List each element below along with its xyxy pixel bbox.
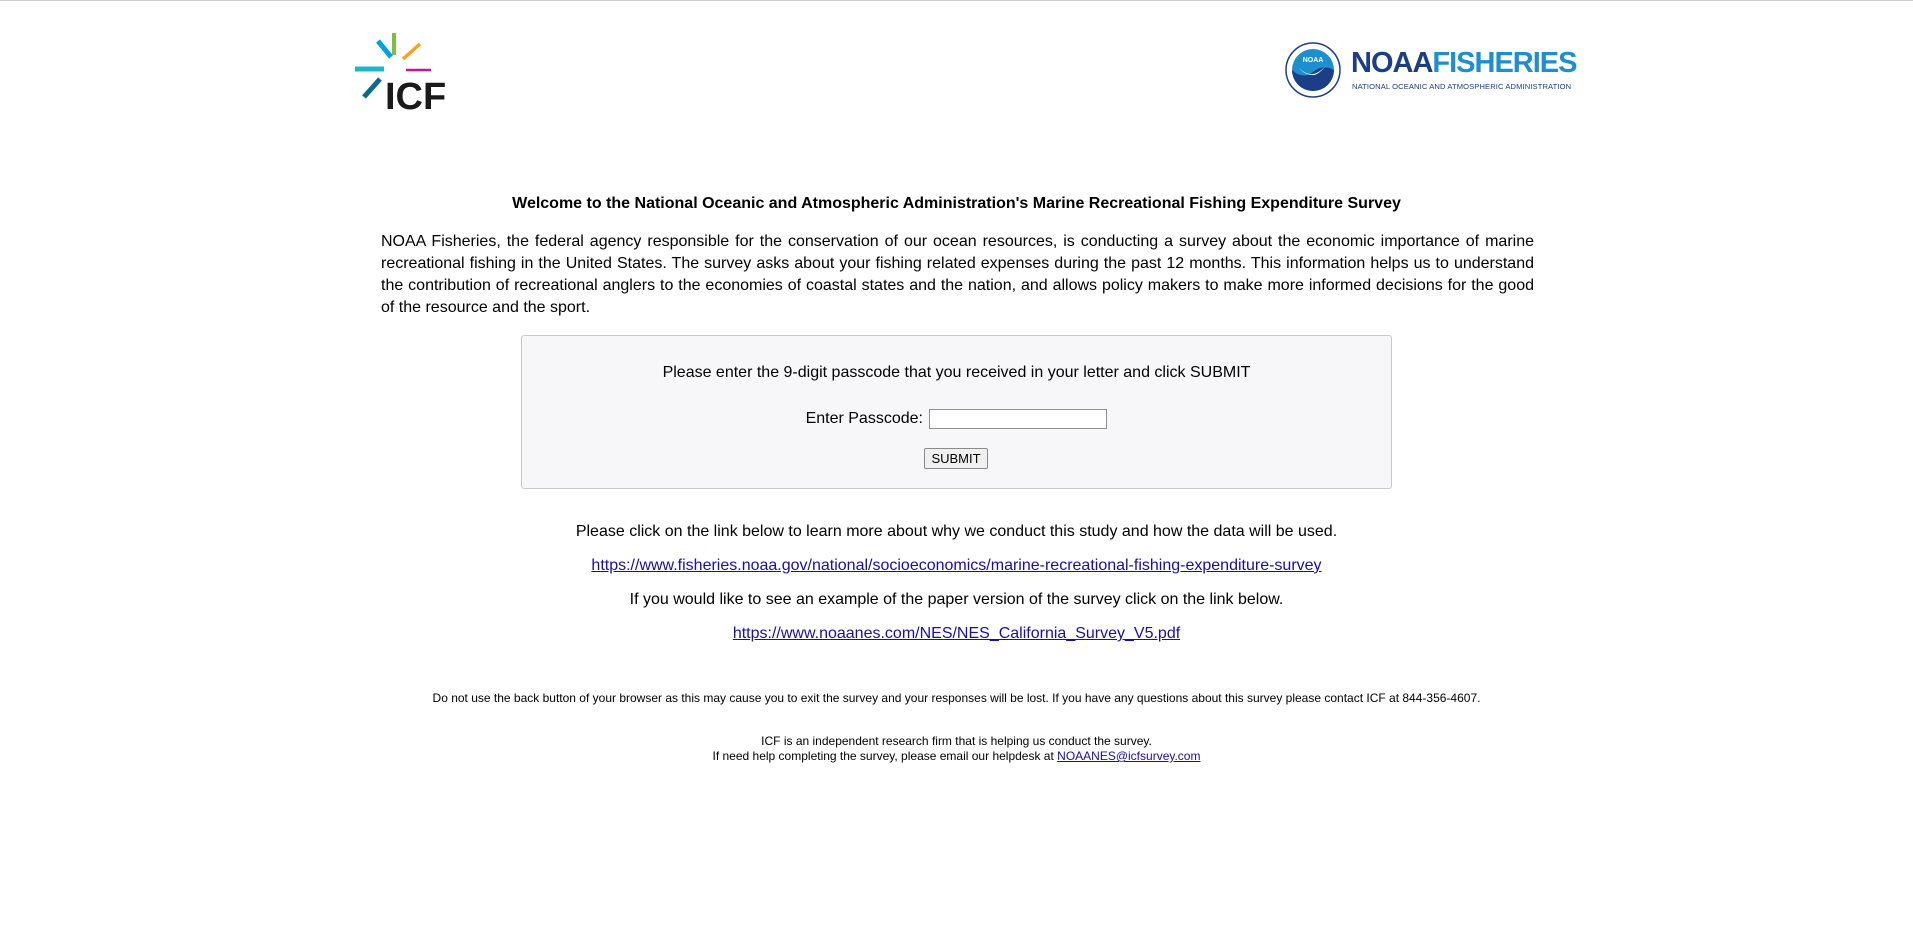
- paper-version-link-row: [0, 624, 1913, 644]
- passcode-row: [522, 409, 1391, 429]
- icf-note: ICF is an independent research firm that is helping us conduct the survey.: [761, 734, 1152, 748]
- helpdesk-line: [0, 749, 1913, 764]
- svg-text:NOAA: NOAA: [1302, 57, 1324, 64]
- paper-version-text: If you would like to see an example of the paper version of the survey click on the link below.: [629, 591, 1284, 608]
- passcode-input[interactable]: [929, 409, 1107, 429]
- welcome-title: Welcome to the National Oceanic and Atmospheric Administration's Marine Recreational Fishing Expenditure Survey: [512, 195, 1401, 212]
- helpdesk-text: If need help completing the survey, please email our helpdesk at: [712, 749, 1058, 763]
- passcode-label: Enter Passcode:: [805, 410, 923, 427]
- noaa-fisheries-logo: [1285, 42, 1577, 98]
- learn-more-link-row: [0, 556, 1913, 576]
- noaa-subtitle: NATIONAL OCEANIC AND ATMOSPHERIC ADMINISTRATION: [1352, 82, 1572, 91]
- learn-more-link[interactable]: https://www.fisheries.noaa.gov/national/socioeconomics/marine-recreational-fishing-expenditure-survey: [591, 557, 1322, 574]
- passcode-panel: [521, 335, 1392, 489]
- icf-logo-graphic: [352, 30, 456, 114]
- back-button-warning: Do not use the back button of your browser as this may cause you to exit the survey and your responses will be lost. If you have any questions about this survey please contact ICF at 844-356-4607.: [432, 691, 1481, 705]
- icf-logo: [352, 30, 456, 114]
- submit-button[interactable]: SUBMIT: [924, 448, 988, 469]
- svg-text:ICF: ICF: [385, 76, 447, 114]
- learn-more-text: Please click on the link below to learn more about why we conduct this study and how the data will be used.: [575, 523, 1338, 540]
- noaa-fisheries-wordmark: NOAAFISHERIES: [1351, 47, 1577, 79]
- top-border: [0, 0, 1913, 1]
- intro-paragraph: NOAA Fisheries, the federal agency responsible for the conservation of our ocean resources, is conducting a survey about the economic importance of marine recreational fishing in the United States. The survey asks about your fishing related expenses during the past 12 months. This information helps us to understand the contribution of recreational anglers to the economies of coastal states and the nation, and allows policy makers to make more informed decisions for the good of the resource and the sport.: [381, 233, 1534, 316]
- helpdesk-email-link[interactable]: NOAANES@icfsurvey.com: [1057, 749, 1201, 763]
- passcode-instruction: Please enter the 9-digit passcode that you received in your letter and click SUBMIT: [662, 364, 1251, 381]
- paper-version-link[interactable]: https://www.noaanes.com/NES/NES_California_Survey_V5.pdf: [732, 625, 1181, 642]
- noaa-seal-icon: [1285, 42, 1341, 98]
